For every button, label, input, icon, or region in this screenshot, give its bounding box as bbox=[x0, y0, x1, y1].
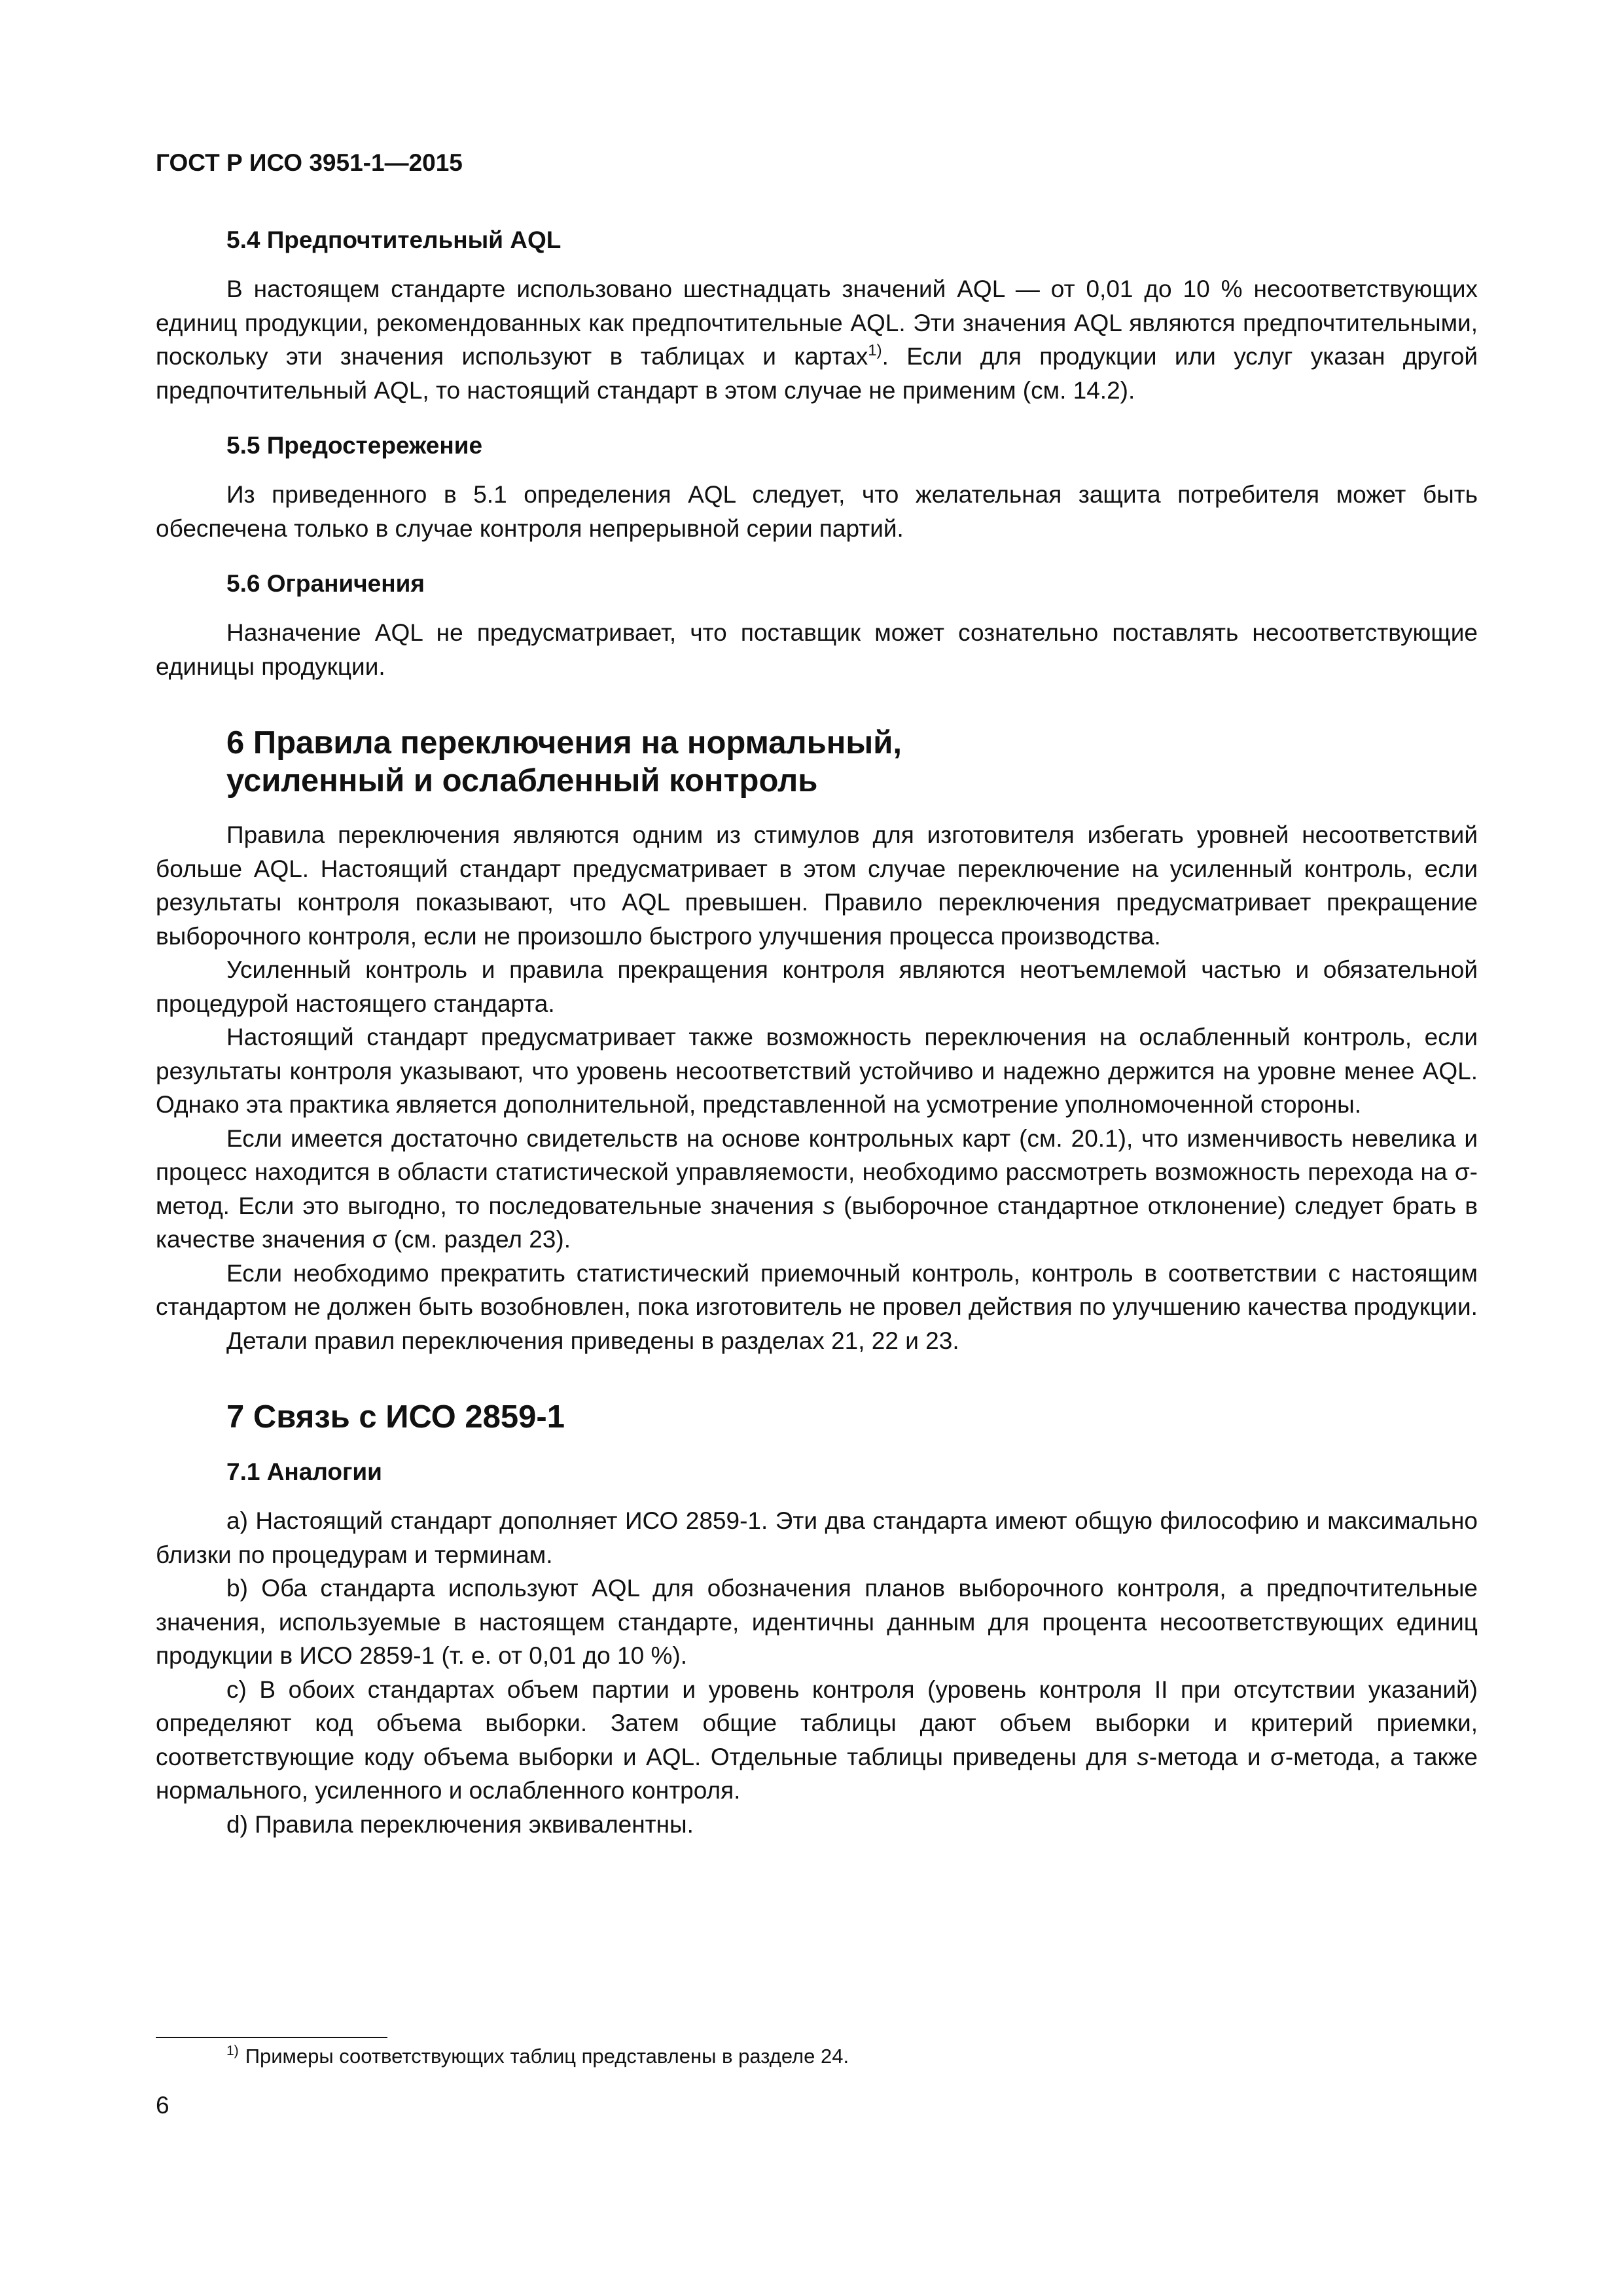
section-7-1-item-b: b) Оба стандарта используют AQL для обозначения планов выборочного контроля, а предпочтительные значения, используемые в настоящем стандарте, идентичны данным для процента несоответствующих единиц продукции в ИСО 2859-1 (т. е. от 0,01 до 10 %). bbox=[156, 1575, 1478, 1669]
footnote-text: Примеры соответствующих таблиц представлены в разделе 24. bbox=[245, 2045, 849, 2068]
section-7-1-item-a: a) Настоящий стандарт дополняет ИСО 2859-1. Эти два стандарта имеют общую философию и максимально близки по процедурам и терминам. bbox=[156, 1507, 1478, 1568]
italic-symbol: s bbox=[823, 1192, 835, 1219]
footnote-mark: 1) bbox=[226, 2043, 239, 2058]
italic-symbol: s bbox=[1137, 1743, 1149, 1770]
footnote-ref: 1) bbox=[868, 342, 882, 359]
section-5-5-paragraph: Из приведенного в 5.1 определения AQL следует, что желательная защита потребителя может быть обеспечена только в случае контроля непрерывной серии партий. bbox=[156, 481, 1478, 542]
section-6-paragraph-6: Детали правил переключения приведены в разделах 21, 22 и 23. bbox=[226, 1327, 959, 1354]
section-7-1-title: 7.1 Аналогии bbox=[226, 1458, 382, 1485]
section-5-6-title: 5.6 Ограничения bbox=[226, 570, 425, 597]
paragraph-text: (выборочное стандартное отклонение) следует брать в качестве значения σ (см. раздел 23). bbox=[156, 1192, 1478, 1253]
paragraph-text: -метода и σ-метода, а также нормального, усиленного и ослабленного контроля. bbox=[156, 1743, 1478, 1804]
section-5-4-paragraph bbox=[156, 272, 1478, 407]
section-7-1-item-c bbox=[156, 1673, 1478, 1808]
section-5-6-paragraph: Назначение AQL не предусматривает, что поставщик может сознательно поставлять несоответствующие единицы продукции. bbox=[156, 619, 1478, 680]
paragraph-text: . Если для продукции или услуг указан другой предпочтительный AQL, то настоящий стандарт в этом случае не применим (см. 14.2). bbox=[156, 343, 1478, 404]
footnote-separator bbox=[156, 2037, 387, 2038]
section-6-title-line-2: усиленный и ослабленный контроль bbox=[226, 763, 818, 798]
section-6-paragraph-5: Если необходимо прекратить статистический приемочный контроль, контроль в соответствии с настоящим стандартом не должен быть возобновлен, пока изготовитель не провел действия по улучшению качества продукции. bbox=[156, 1259, 1478, 1320]
document-body bbox=[156, 224, 1478, 1841]
section-6-paragraph-3: Настоящий стандарт предусматривает также возможность переключения на ослабленный контроль, если результаты контроля указывают, что уровень несоответствий устойчиво и надежно держится на уровне менее AQL. Однако эта практика является дополнительной, представленной на усмотрение уполномоченной стороны. bbox=[156, 1024, 1478, 1118]
section-6-paragraph-4 bbox=[156, 1122, 1478, 1257]
paragraph-text: В настоящем стандарте использовано шестнадцать значений AQL — от 0,01 до 10 % несоответствующих единиц продукции, рекомендованных как предпочтительные AQL. Эти значения AQL являются предпочтительными, поскольку эти значения используют в таблицах и картах bbox=[156, 276, 1478, 370]
footnote bbox=[226, 2045, 849, 2068]
document-header: ГОСТ Р ИСО 3951-1—2015 bbox=[156, 149, 463, 176]
section-6-paragraph-1: Правила переключения являются одним из стимулов для изготовителя избегать уровней несоответствий больше AQL. Настоящий стандарт предусматривает в этом случае переключение на усиленный контроль, если результаты контроля показывают, что AQL превышен. Правило переключения предусматривает прекращение выборочного контроля, если не произошло быстрого улучшения процесса производства. bbox=[156, 821, 1478, 950]
section-6-title bbox=[226, 724, 1478, 800]
paragraph-text: c) В обоих стандартах объем партии и уровень контроля (уровень контроля II при отсутствии указаний) определяют код объема выборки. Затем общие таблицы дают объем выборки и критерий приемки, соответствующие коду объема выборки и AQL. Отдельные таблицы приведены для bbox=[156, 1676, 1478, 1770]
section-6-paragraph-2: Усиленный контроль и правила прекращения контроля являются неотъемлемой частью и обязательной процедурой настоящего стандарта. bbox=[156, 956, 1478, 1017]
section-6-title-line-1: 6 Правила переключения на нормальный, bbox=[226, 725, 902, 761]
section-7-1-item-d: d) Правила переключения эквивалентны. bbox=[226, 1810, 694, 1838]
paragraph-text: Если имеется достаточно свидетельств на основе контрольных карт (см. 20.1), что изменчивость невелика и процесс находится в области статистической управляемости, необходимо рассмотреть возможность перехода на σ-метод. Если это выгодно, то последовательные значения bbox=[156, 1124, 1478, 1219]
section-5-4-title: 5.4 Предпочтительный AQL bbox=[226, 226, 562, 253]
page-number: 6 bbox=[156, 2092, 169, 2119]
section-5-5-title: 5.5 Предостережение bbox=[226, 432, 483, 459]
section-7-title: 7 Связь с ИСО 2859-1 bbox=[226, 1399, 565, 1435]
